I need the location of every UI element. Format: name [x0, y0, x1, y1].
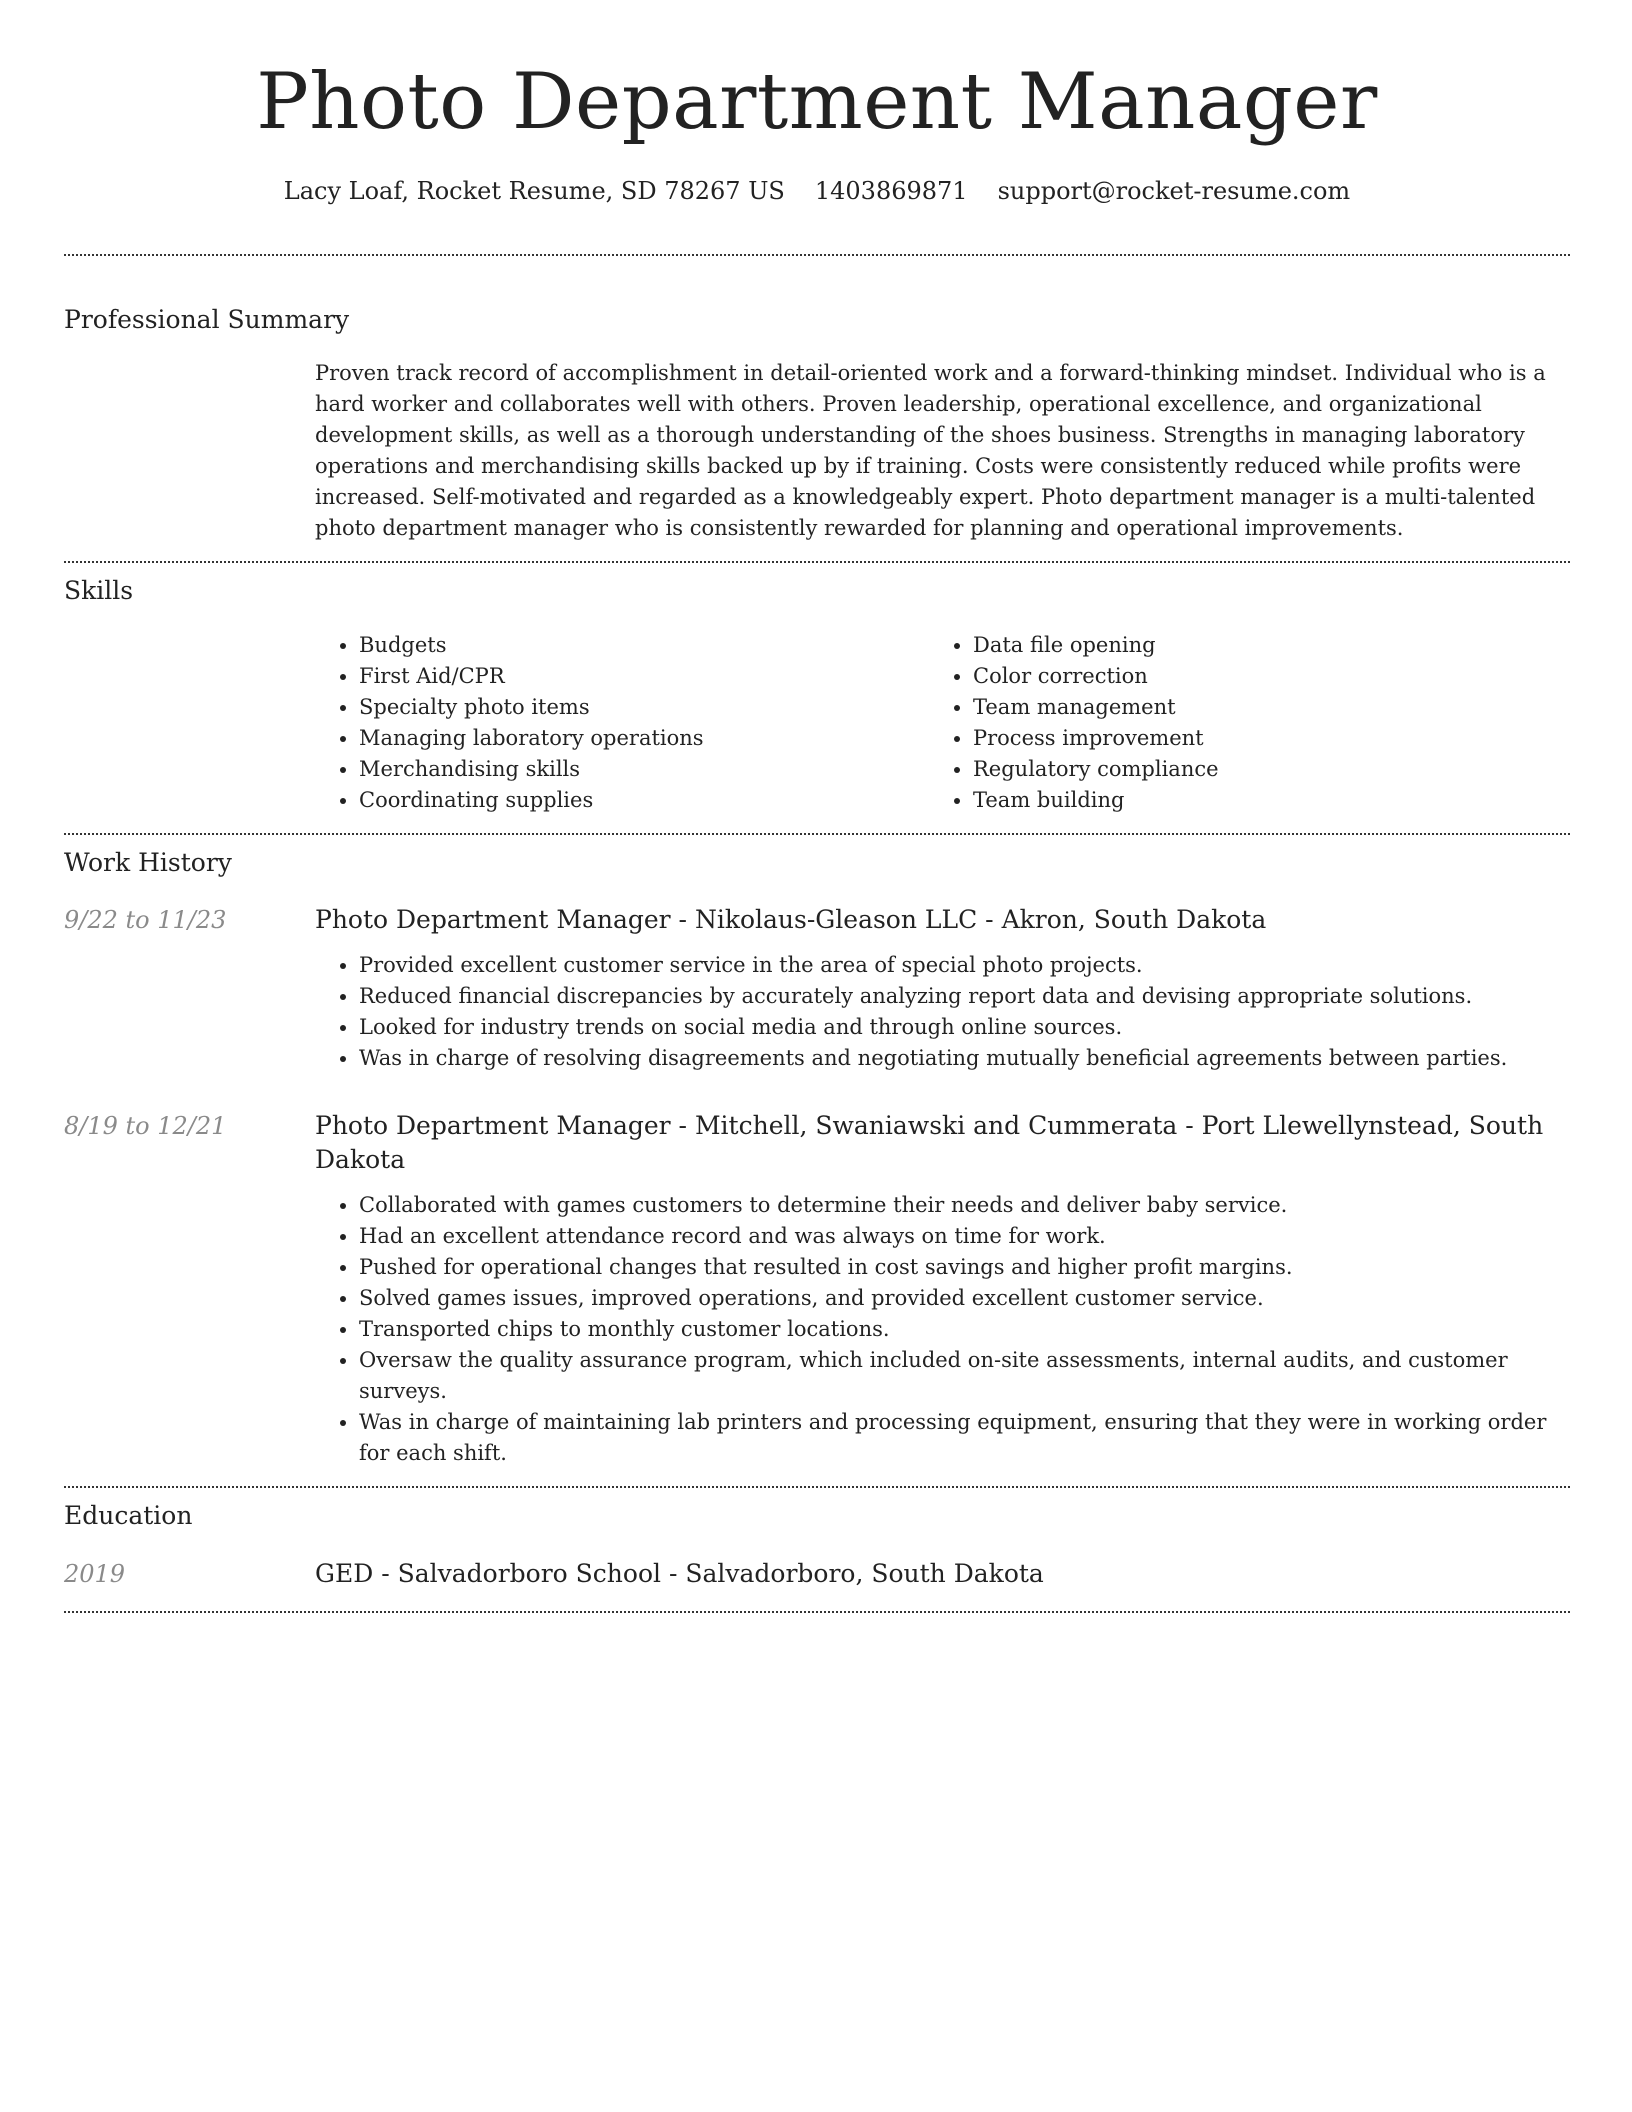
section-heading-summary: Professional Summary: [64, 305, 350, 334]
education-section: [64, 1499, 1570, 1591]
contact-address: Lacy Loaf, Rocket Resume, SD 78267 US: [283, 177, 785, 205]
skill-item: • Coordinating supplies: [359, 785, 929, 816]
summary-left-spacer: [64, 358, 315, 544]
skill-item: • First Aid/CPR: [359, 661, 929, 692]
job-entry: [64, 1109, 1570, 1469]
work-section: [64, 846, 1570, 1469]
skills-row: [64, 630, 1570, 816]
job-bullet: • Pushed for operational changes that resulted in cost savings and higher profit margins.: [359, 1252, 1570, 1283]
section-heading-work: Work History: [64, 848, 232, 877]
job-bullet: • Solved games issues, improved operations, and provided excellent customer service.: [359, 1283, 1570, 1314]
skill-item: • Regulatory compliance: [973, 754, 1543, 785]
divider: [64, 833, 1570, 835]
skills-list-left: [315, 630, 929, 816]
skill-item: • Merchandising skills: [359, 754, 929, 785]
divider: [64, 1486, 1570, 1488]
job-bullet: • Had an excellent attendance record and was always on time for work.: [359, 1221, 1570, 1252]
job-entry: [64, 903, 1570, 1074]
section-heading-skills: Skills: [64, 576, 134, 605]
skill-item: • Team management: [973, 692, 1543, 723]
skills-section: [64, 574, 1570, 816]
skill-item: • Process improvement: [973, 723, 1543, 754]
skill-item: • Color correction: [973, 661, 1543, 692]
job-body: [315, 903, 1570, 1074]
job-bullet: • Provided excellent customer service in the area of special photo projects.: [359, 950, 1570, 981]
skill-item: • Team building: [973, 785, 1543, 816]
skill-item: • Data file opening: [973, 630, 1543, 661]
job-bullet: • Was in charge of maintaining lab printers and processing equipment, ensuring that they were in working order for each shift.: [359, 1407, 1570, 1469]
resume-page: [64, 0, 1570, 1613]
education-detail: GED - Salvadorboro School - Salvadorboro, South Dakota: [315, 1559, 1044, 1588]
job-bullet: • Looked for industry trends on social media and through online sources.: [359, 1012, 1570, 1043]
summary-text: Proven track record of accomplishment in detail-oriented work and a forward-thinking mindset. Individual who is a hard worker and collaborates well with others. Proven leadership, operational excellence, and organizational development skills, as well as a thorough understanding of the shoes business. Strengths in managing laboratory operations and merchandising skills backed up by if training. Costs were consistently reduced while profits were increased. Self-motivated and regarded as a knowledgeably expert. Photo department manager is a multi-talented photo department manager who is consistently rewarded for planning and operational improvements.: [315, 361, 1546, 540]
resume-title: Photo Department Manager: [256, 57, 1378, 147]
job-bullet: • Transported chips to monthly customer locations.: [359, 1314, 1570, 1345]
section-heading-education: Education: [64, 1501, 193, 1530]
job-dates: 8/19 to 12/21: [64, 1112, 227, 1140]
skills-left-spacer: [64, 630, 315, 816]
job-bullets: [315, 950, 1570, 1074]
education-entry: [64, 1557, 1570, 1591]
education-body: [315, 1557, 1570, 1591]
summary-body: [315, 358, 1570, 544]
job-bullet: • Collaborated with games customers to determine their needs and deliver baby service.: [359, 1190, 1570, 1221]
job-bullet: • Oversaw the quality assurance program, which included on-site assessments, internal audits, and customer surveys.: [359, 1345, 1570, 1407]
contact-phone: 1403869871: [814, 177, 968, 205]
job-title: Photo Department Manager - Nikolaus-Gleason LLC - Akron, South Dakota: [315, 905, 1267, 934]
divider: [64, 561, 1570, 563]
skill-item: • Specialty photo items: [359, 692, 929, 723]
education-year: 2019: [64, 1560, 126, 1588]
summary-section: [64, 303, 1570, 544]
summary-row: [64, 358, 1570, 544]
contact-line: [64, 174, 1570, 208]
skills-list-right: [929, 630, 1543, 816]
skill-item: • Managing laboratory operations: [359, 723, 929, 754]
job-title: Photo Department Manager - Mitchell, Swaniawski and Cummerata - Port Llewellynstead, South Dakota: [315, 1111, 1544, 1174]
job-body: [315, 1109, 1570, 1469]
divider: [64, 254, 1570, 256]
contact-email: support@rocket-resume.com: [997, 177, 1351, 205]
skill-item: • Budgets: [359, 630, 929, 661]
divider: [64, 1611, 1570, 1613]
job-bullets: [315, 1190, 1570, 1469]
job-bullet: • Was in charge of resolving disagreements and negotiating mutually beneficial agreements between parties.: [359, 1043, 1570, 1074]
skills-columns: [315, 630, 1570, 816]
job-bullet: • Reduced financial discrepancies by accurately analyzing report data and devising appropriate solutions.: [359, 981, 1570, 1012]
job-dates: 9/22 to 11/23: [64, 906, 227, 934]
